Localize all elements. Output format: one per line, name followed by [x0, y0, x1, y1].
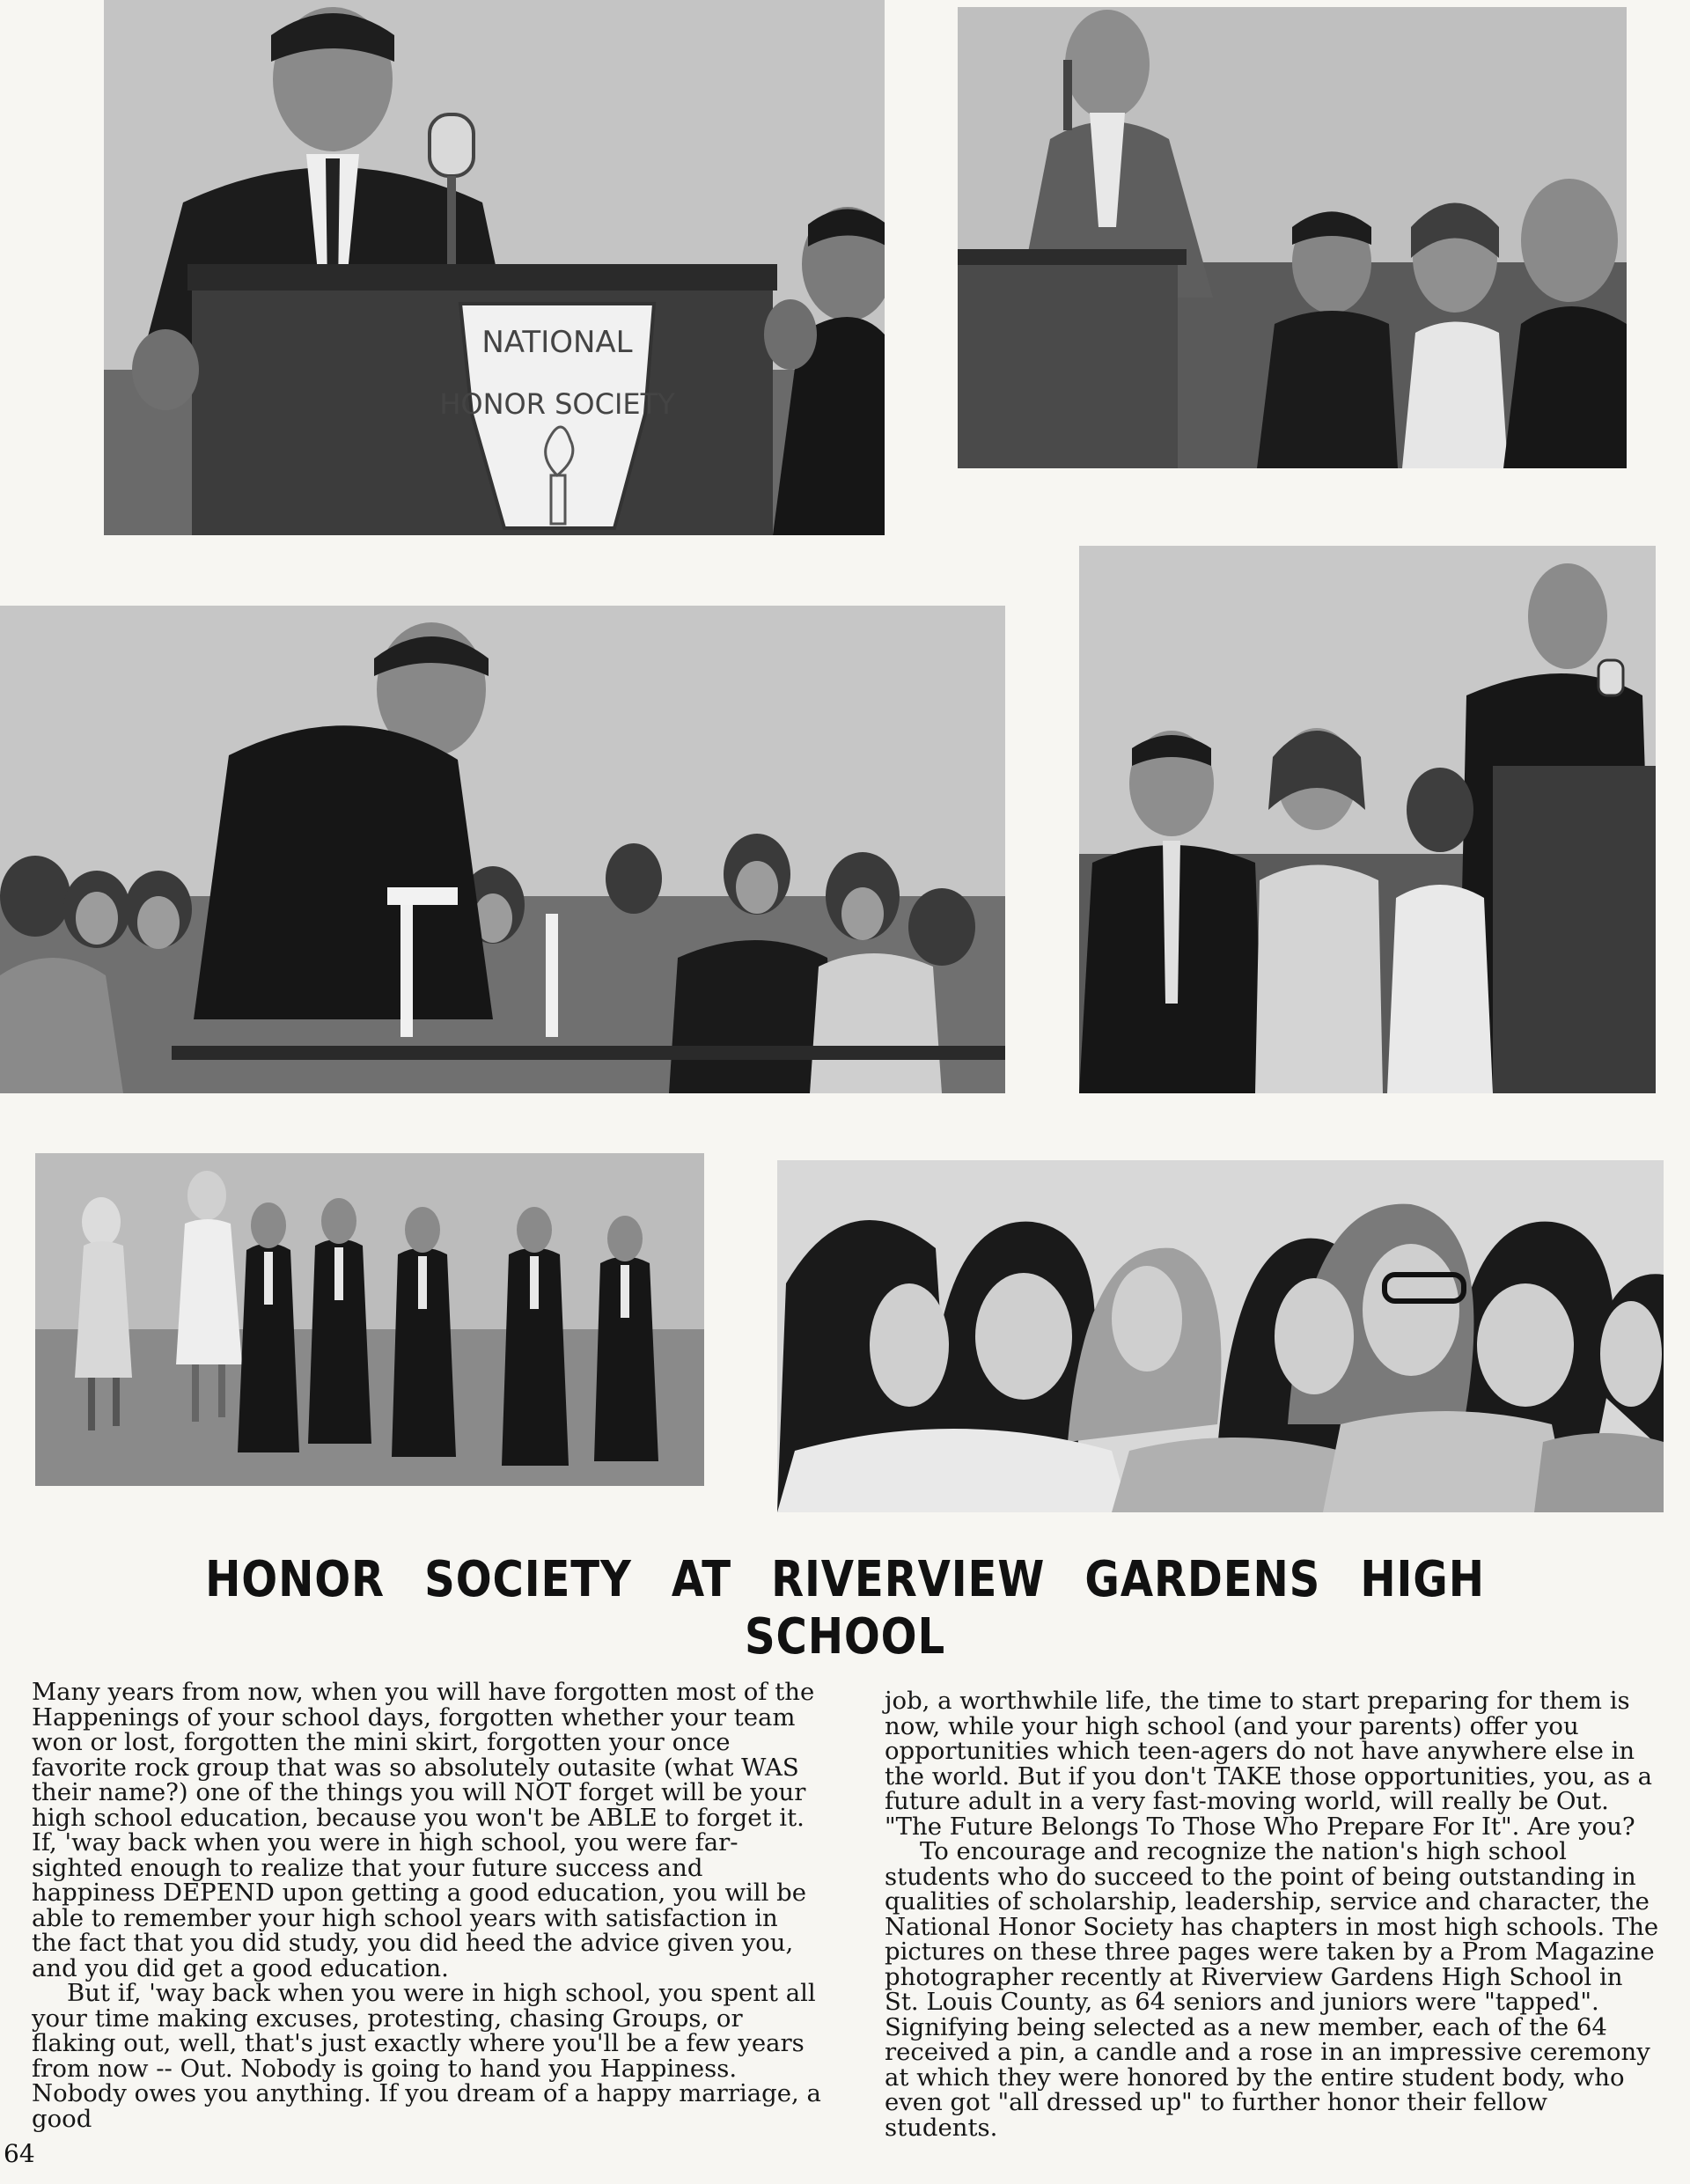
left-paragraph-1: Many years from now, when you will have forgotten most of the Happenings of your school days, forgotten whether your team won or lost, forgotten the mini skirt, forgotten your once favorite rock group that was so absolutely outasite (what WAS their name?) one of the things you will NOT forget will be your high school education, because you won't be ABLE to forget it. If, 'way back when you were in high school, you were far-sighted enough to realize that your future success and happiness DEPEND upon getting a good education, you will be able to remember your high school years with satisfaction in the fact that you did study, you did heed the advice given you, and you did get a good education.: [32, 1678, 815, 1982]
page-number: 64: [4, 2139, 35, 2168]
right-paragraph-2: To encourage and recognize the nation's high school students who do succeed to the point of being outstanding in qualities of scholarship, leadership, service and character, the National Honor Society has chapters in most high schools. The pictures on these three pages were taken by a Prom Magazine photographer recently at Riverview Gardens High School in St. Louis County, as 64 seniors and juniors were "tapped". Signifying being selected as a new member, each of the 64 received a pin, a candle and a rose in an impressive ceremony at which they were honored by the entire student body, who even got "all dressed up" to further honor their fellow students.: [885, 1837, 1659, 2142]
students-walking-in-procession-photo: [35, 1153, 704, 1486]
adult-speaker-with-seated-guests-photo: [958, 7, 1627, 468]
podium-sign-line2: HONOR SOCIETY: [439, 387, 675, 421]
student-lighting-candle-photo: [0, 606, 1005, 1093]
right-paragraph-1: job, a worthwhile life, the time to start preparing for them is now, while your high school (and your parents) offer you opportunities which teen-agers do not have anywhere else in the world. But if you don't TAKE those opportunities, you, as a future adult in a very fast-moving world, will really be Out. "The Future Belongs To Those Who Prepare For It". Are you?: [885, 1687, 1652, 1841]
girls-applauding-photo: [777, 1160, 1664, 1512]
article-column-right: [885, 1688, 1659, 2140]
podium-sign-line1: NATIONAL: [481, 325, 633, 360]
left-paragraph-2: But if, 'way back when you were in high school, you spent all your time making excuses, protesting, chasing Groups, or flaking out, well, that's just exactly where you'll be a few years from now -- Out. Nobody is going to hand you Happiness. Nobody owes you anything. If you dream of a happy marriage, a good: [32, 1979, 821, 2133]
speaker-and-seated-students-photo: [1079, 546, 1656, 1093]
article-headline: HONOR SOCIETY AT RIVERVIEW GARDENS HIGH SCHOOL: [205, 1551, 1485, 1666]
article-column-left: [32, 1680, 824, 2131]
student-speaker-at-podium-photo: [104, 0, 885, 535]
